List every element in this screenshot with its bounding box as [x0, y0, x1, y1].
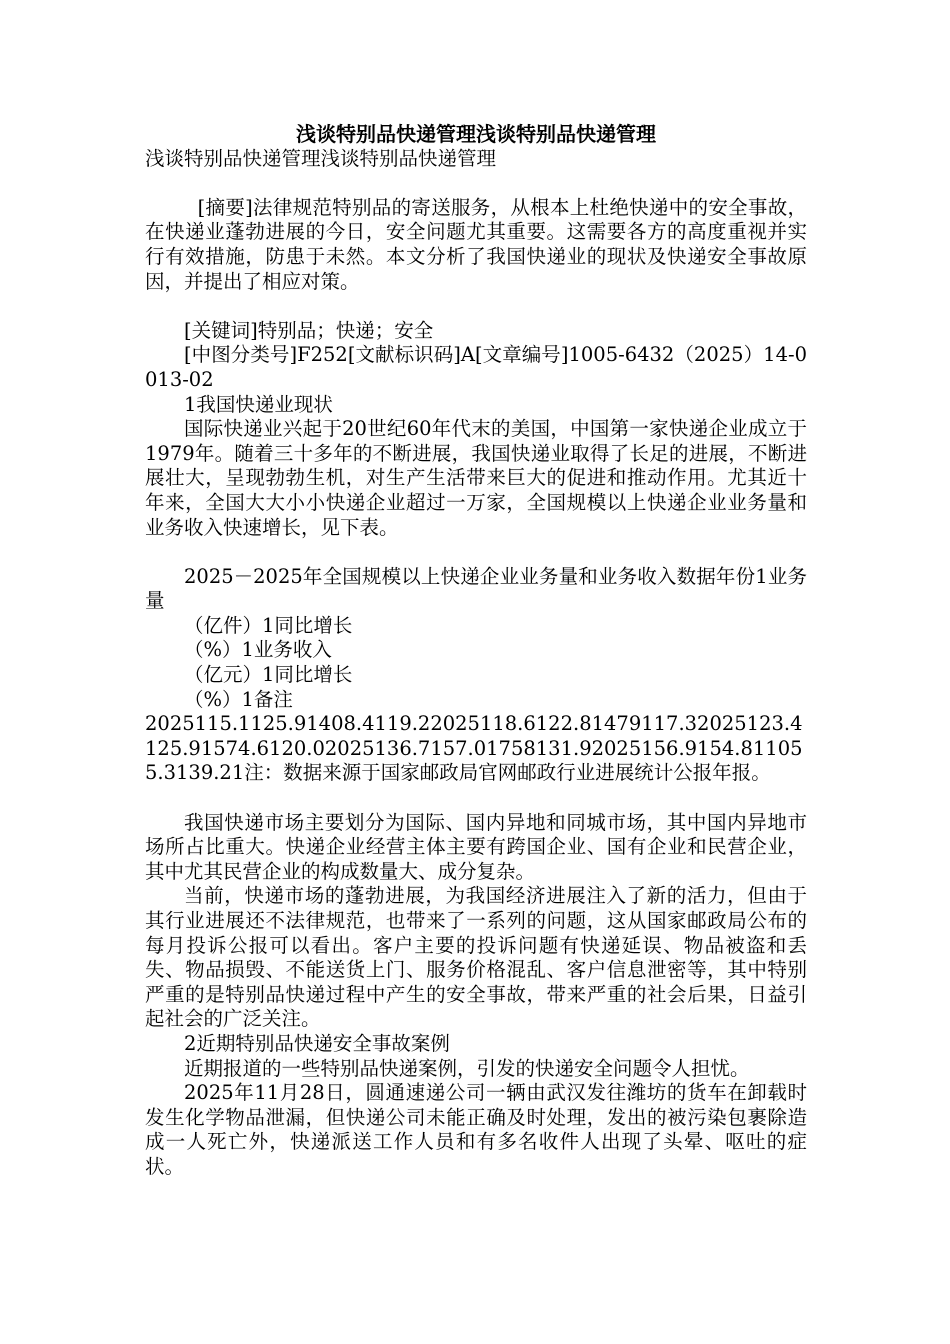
table-header-line-3: （亿元）1同比增长	[184, 663, 353, 687]
paragraph-5: 2025年11月28日，圆通速递公司一辆由武汉发往潍坊的货车在卸载时发生化学物品泄漏，但快递公司未能正确及时处理，发出的被污染包裹除造成一人死亡外，快递派送工作人员和有多名收件人出现了头晕、呕吐的症状。	[145, 1081, 807, 1178]
document-body	[145, 118, 807, 1180]
table-header-line-4: （%）1备注	[184, 687, 293, 711]
keywords-line: [关键词]特别品；快递；安全	[184, 318, 434, 342]
table-header-line-2: （%）1业务收入	[184, 638, 332, 662]
document-title: 浅谈特别品快递管理浅谈特别品快递管理	[296, 122, 656, 146]
section-heading-1: 1我国快递业现状	[184, 392, 333, 416]
abstract-paragraph: [摘要]法律规范特别品的寄送服务，从根本上杜绝快递中的安全事故，在快递业蓬勃进展的今日，安全问题尤其重要。这需要各方的高度重视并实行有效措施，防患于未然。本文分析了我国快递业的现状及快递安全事故原因，并提出了相应对策。	[145, 195, 807, 293]
classification-line: [中图分类号]F252[文献标识码]A[文章编号]1005-6432（2025）14-0013-02	[145, 343, 807, 391]
paragraph-3: 当前，快递市场的蓬勃进展，为我国经济进展注入了新的活力，但由于其行业进展还不法律规范，也带来了一系列的问题，这从国家邮政局公布的每月投诉公报可以看出。客户主要的投诉问题有快递延误、物品被盗和丢失、物品损毁、不能送货上门、服务价格混乱、客户信息泄密等，其中特别严重的是特别品快递过程中产生的安全事故，带来严重的社会后果，日益引起社会的广泛关注。	[145, 884, 807, 1031]
document-subtitle: 浅谈特别品快递管理浅谈特别品快递管理	[145, 146, 497, 170]
table-header-line-1: （亿件）1同比增长	[184, 613, 353, 637]
section-heading-2: 2近期特别品快递安全事故案例	[184, 1031, 450, 1055]
paragraph-4: 近期报道的一些特别品快递案例，引发的快递安全问题令人担忧。	[184, 1056, 750, 1080]
table-caption: 2025－2025年全国规模以上快递企业业务量和业务收入数据年份1业务量	[145, 564, 807, 613]
paragraph-1: 国际快递业兴起于20世纪60年代末的美国，中国第一家快递企业成立于1979年。随着三十多年的不断进展，我国快递业取得了长足的进展，不断进展壮大，呈现勃勃生机，对生产生活带来巨大的促进和推动作用。尤其近十年来，全国大大小小快递企业超过一万家，全国规模以上快递企业业务量和业务收入快速增长，见下表。	[145, 417, 807, 539]
paragraph-2: 我国快递市场主要划分为国际、国内异地和同城市场，其中国内异地市场所占比重大。快递企业经营主体主要有跨国企业、国有企业和民营企业，其中尤其民营企业的构成数量大、成分复杂。	[145, 810, 807, 883]
table-data-text: 2025115.1125.91408.4119.22025118.6122.81479117.32025123.4125.91574.6120.02025136.7157.01758131.92025156.9154.811055.3139.21注：数据来源于国家邮政局官网邮政行业进展统计公报年报。	[145, 712, 803, 785]
